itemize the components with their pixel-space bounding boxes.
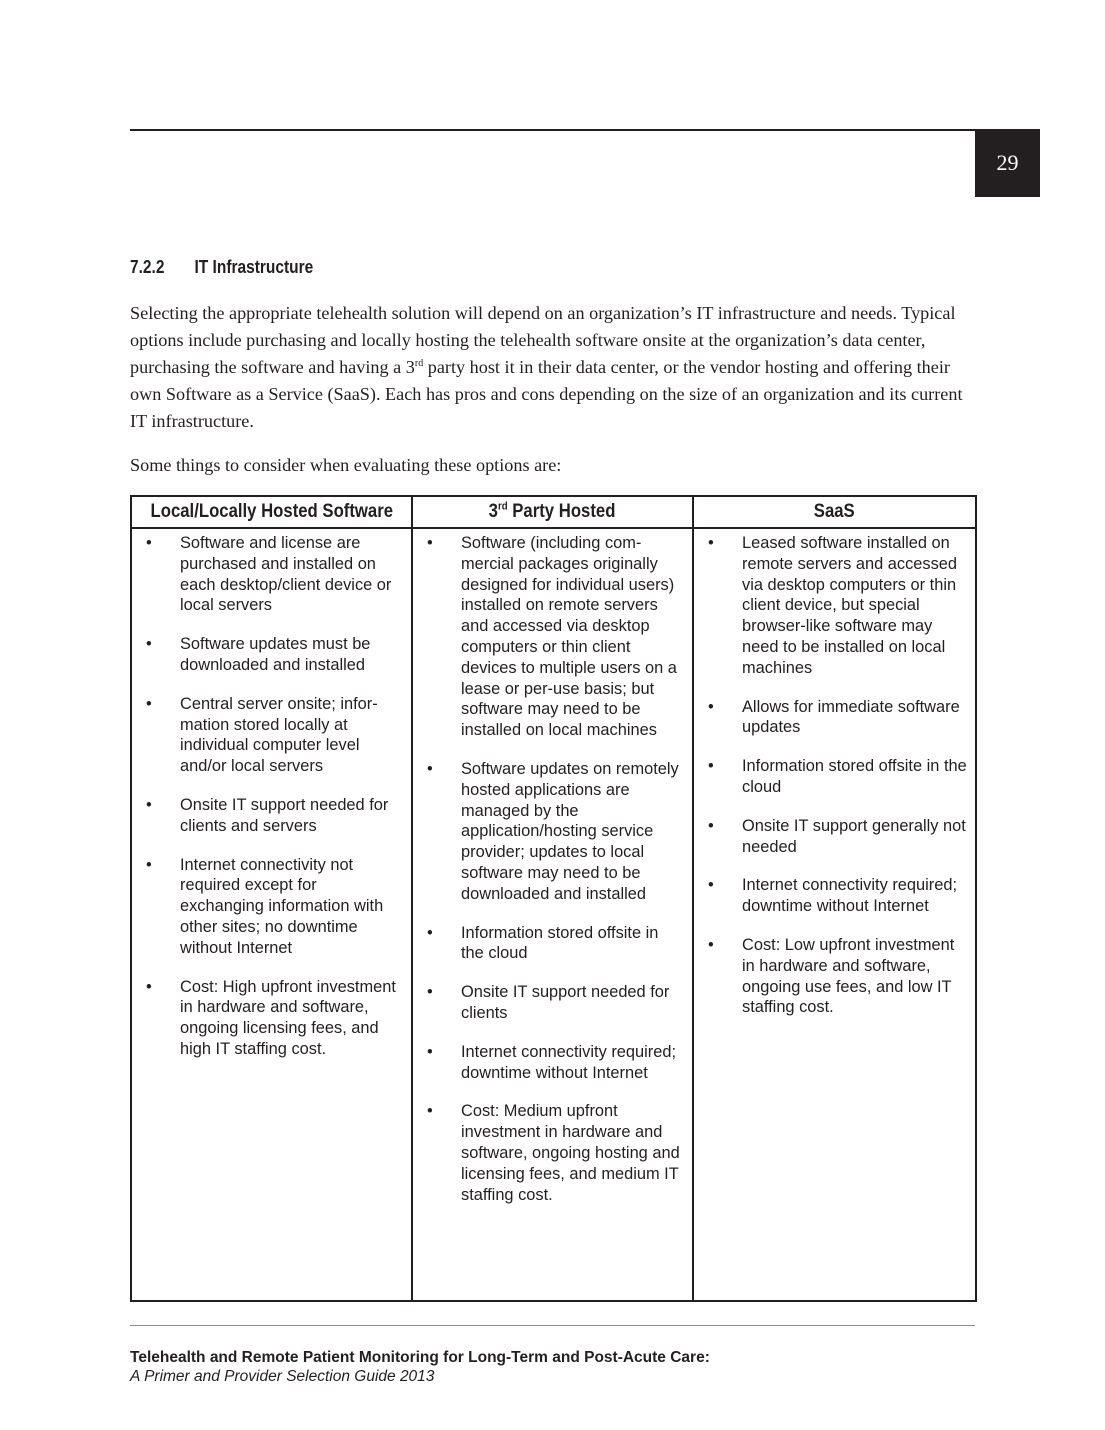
- list-item: • Cost: Medium upfront investment in hardware and software, ongoing hosting and licensing fees, and medium IT staffing cost.: [423, 1101, 684, 1205]
- saas-list: [704, 533, 967, 1018]
- section-heading: [130, 257, 313, 278]
- intro-paragraph: [130, 300, 975, 435]
- footer-rule: [130, 1325, 975, 1326]
- section-title: IT Infrastructure: [194, 257, 314, 277]
- header-third-party-number: 3: [489, 501, 499, 522]
- list-item: • Internet connectivity required; downtime without Internet: [704, 875, 967, 917]
- third-party-cell: [412, 528, 693, 1301]
- third-party-list: [423, 533, 684, 1205]
- page-number: 29: [975, 129, 1040, 197]
- list-item: • Internet connectivity required; downtime without Internet: [423, 1042, 684, 1084]
- table-header-row: [131, 496, 976, 528]
- comparison-table: [130, 495, 977, 1302]
- intro-superscript: rd: [414, 357, 424, 369]
- header-third-party: [412, 496, 693, 528]
- list-item: • Onsite IT support generally not needed: [704, 816, 967, 858]
- intro-text-start: Selecting the appropriate telehealth solution will depend on an organization’s IT infrastructure and needs. Typical options include purchasing and locally hosting the telehealth software onsite at the organization’s data center, purchasing the software and having a 3: [130, 303, 956, 377]
- list-item: • Software updates on remotely hosted applications are managed by the application/hosting service provider; updates to local software may need to be downloaded and installed: [423, 759, 684, 905]
- table-body-row: [131, 528, 976, 1301]
- footer-title: Telehealth and Remote Patient Monitoring for Long-Term and Post-Acute Care:: [130, 1349, 710, 1366]
- list-item: • Information stored offsite in the cloud: [704, 756, 967, 798]
- section-number: 7.2.2: [130, 257, 165, 277]
- header-saas: SaaS: [693, 496, 976, 528]
- list-item: • Cost: Low upfront investment in hardware and software, ongoing use fees, and low IT staffing cost.: [704, 935, 967, 1018]
- list-item: • Leased software installed on remote servers and accessed via desktop computers or thin client device, but special browser-like software may need to be installed on local machines: [704, 533, 967, 679]
- list-item: • Onsite IT support needed for clients: [423, 982, 684, 1024]
- list-item: • Onsite IT support needed for clients and servers: [142, 795, 403, 837]
- list-item: • Internet connectivity not required except for exchanging information with other sites; no downtime without Internet: [142, 855, 403, 959]
- list-item: • Software and license are purchased and installed on each desktop/client device or local servers: [142, 533, 403, 616]
- list-item: • Software (including commercial packages originally designed for individual users) installed on remote servers and accessed via desktop computers or thin client devices to multiple users on a lease or per-use basis; but software may need to be installed on local machines: [423, 533, 684, 741]
- list-item: • Information stored offsite in the cloud: [423, 923, 684, 965]
- list-item: • Allows for immediate software updates: [704, 697, 967, 739]
- footer-subtitle: A Primer and Provider Selection Guide 2013: [130, 1368, 435, 1385]
- list-item: • Central server onsite; information stored locally at individual computer level and/or local servers: [142, 694, 403, 777]
- saas-cell: [693, 528, 976, 1301]
- header-third-party-label: Party Hosted: [508, 501, 616, 522]
- header-third-party-superscript: rd: [498, 500, 509, 513]
- intro-text-end: party host it in their data center, or the vendor hosting and offering their own Software as a Service (SaaS). Each has pros and cons depending on the size of an organization and its current IT infrastructure.: [130, 357, 963, 431]
- header-rule: [130, 129, 976, 131]
- list-item: • Software updates must be downloaded and installed: [142, 634, 403, 676]
- local-cell: [131, 528, 412, 1301]
- list-item: • Cost: High upfront investment in hardware and software, ongoing licensing fees, and high IT staffing cost.: [142, 977, 403, 1060]
- local-list: [142, 533, 403, 1060]
- consider-paragraph: Some things to consider when evaluating these options are:: [130, 455, 562, 475]
- header-local: Local/Locally Hosted Software: [131, 496, 412, 528]
